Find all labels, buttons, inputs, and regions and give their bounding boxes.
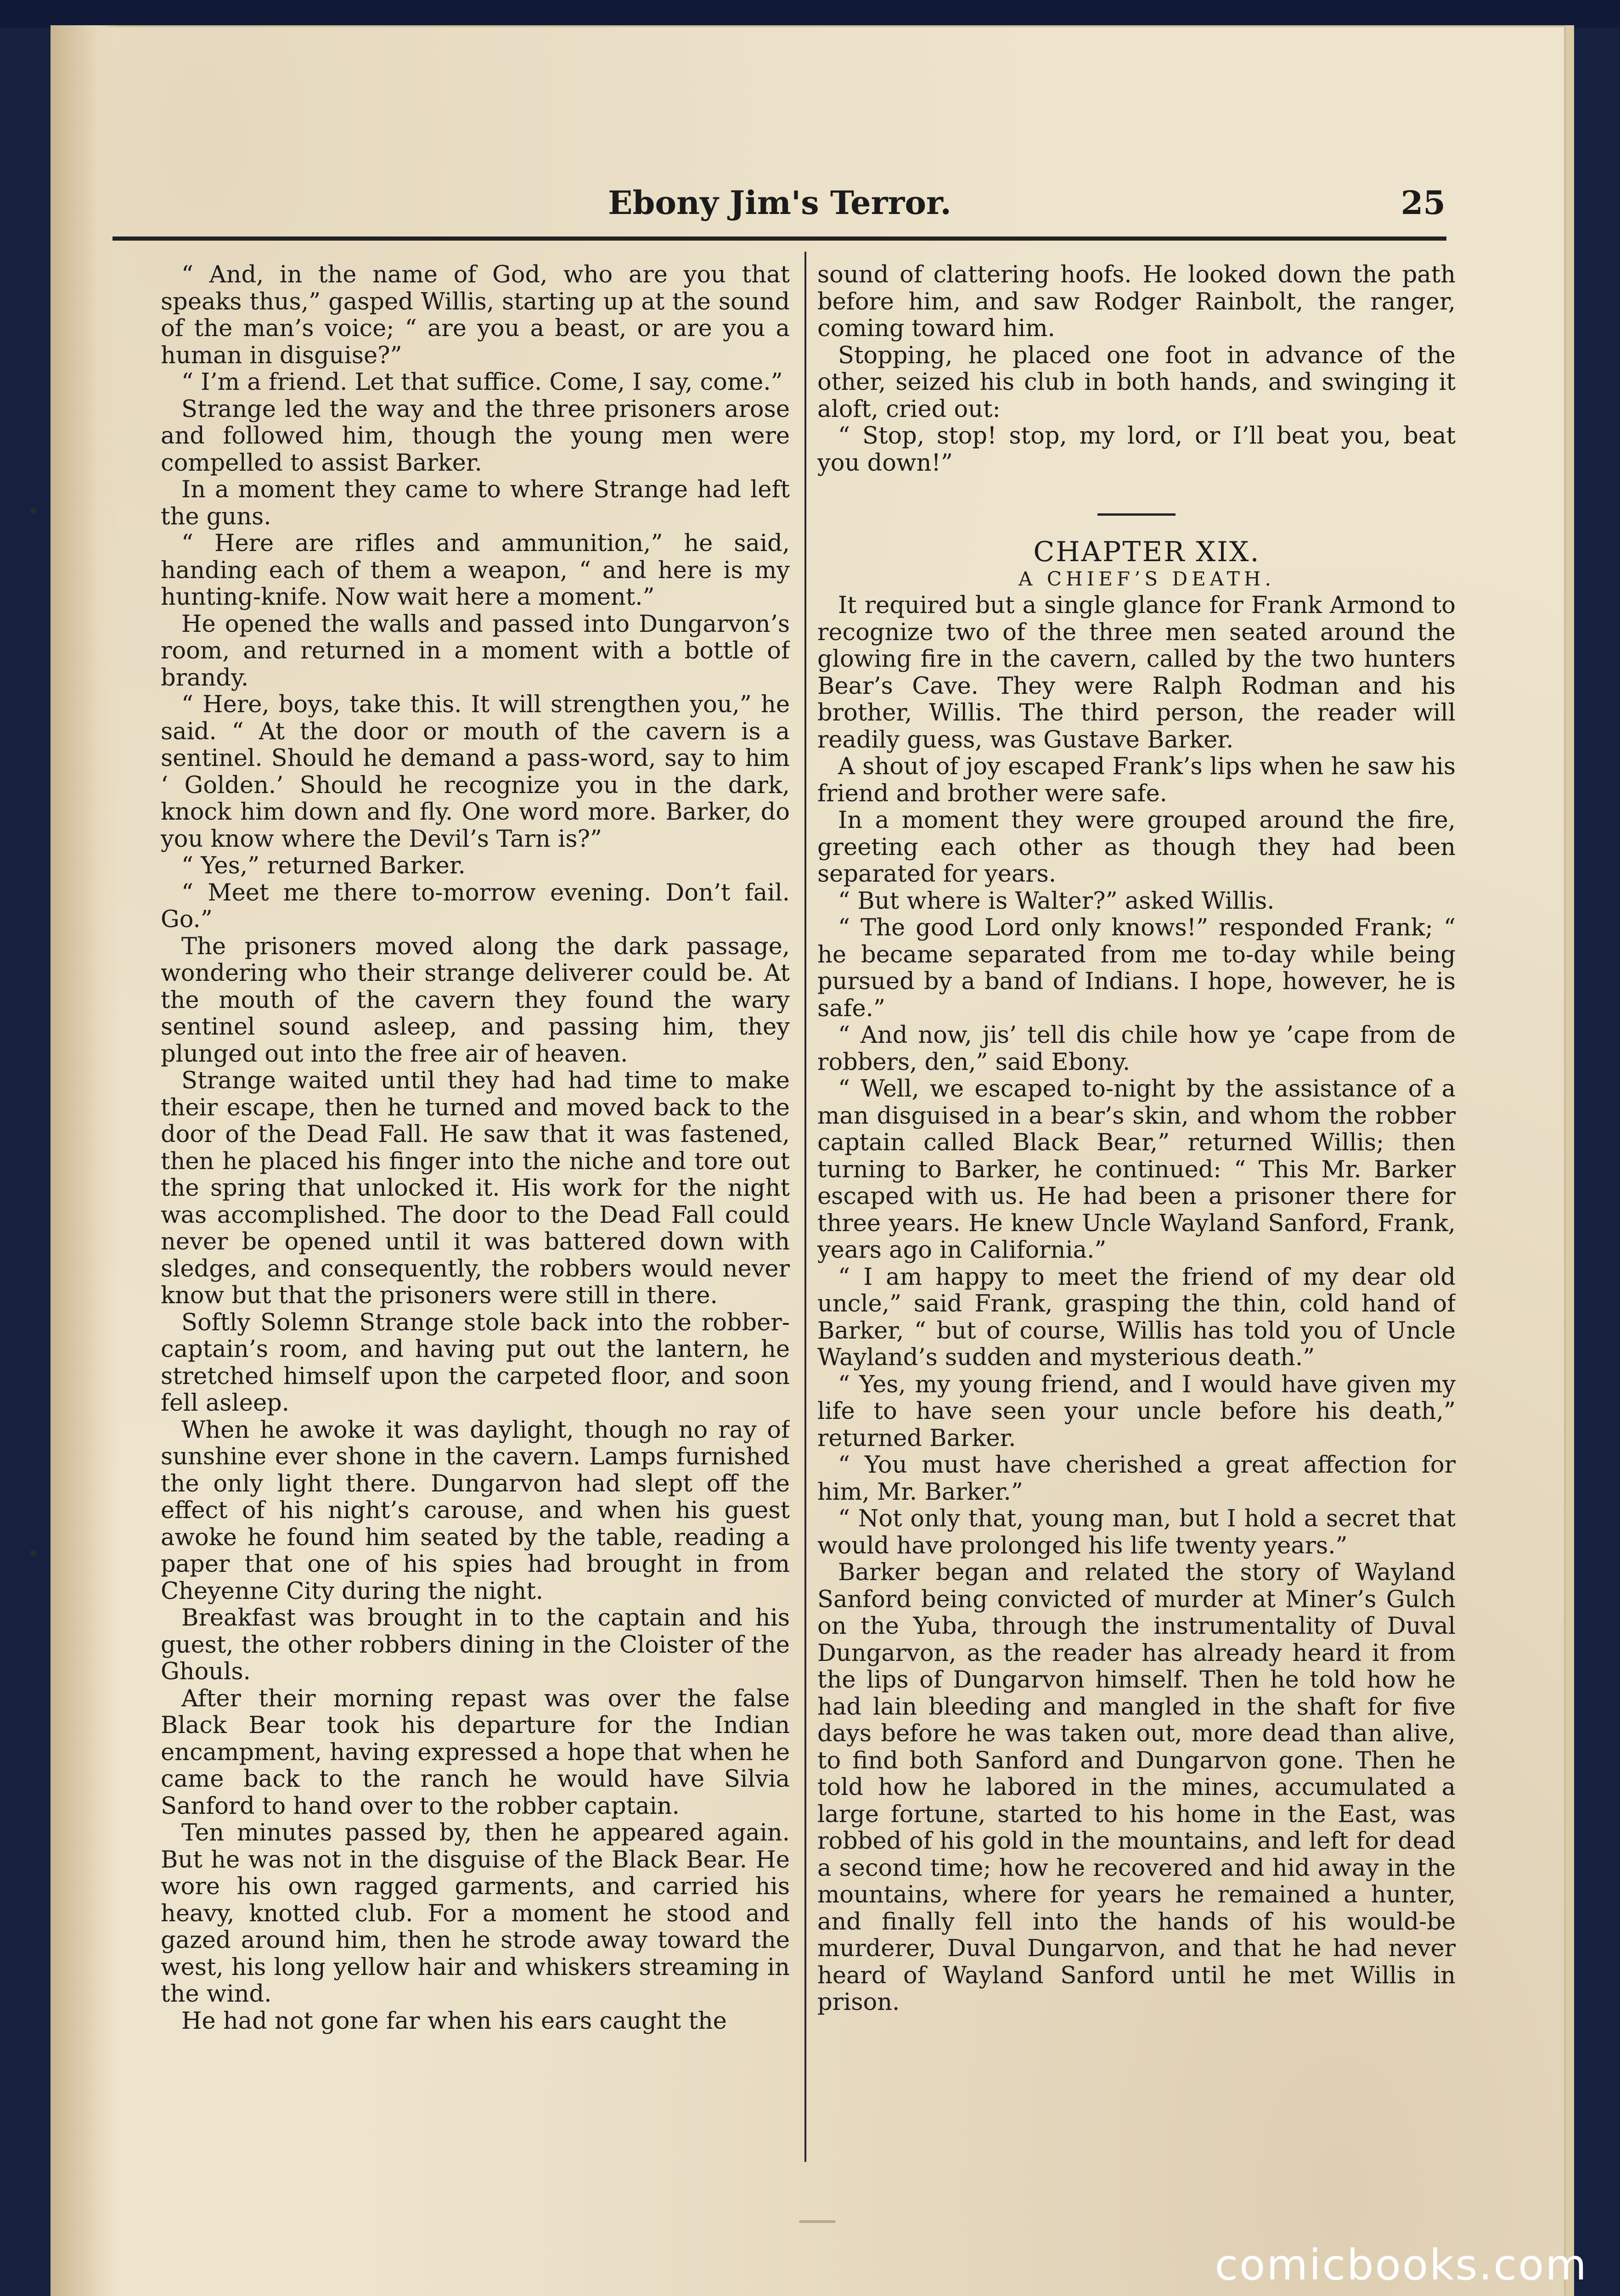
paragraph: Breakfast was brought in to the captain and his guest, the other robbers dining in the Cloister of the Ghouls. <box>161 1604 790 1685</box>
paragraph: Strange waited until they had had time to make their escape, then he turned and moved back to the door of the Dead Fall. He saw that it was fastened, then he placed his finger into the niche and tore out the spring that unlocked it. His work for the night was accomplished. The door to the Dead Fall could never be opened until it was battered down with sledges, and consequently, the robbers would never know but that the prisoners were still in there. <box>161 1067 790 1309</box>
paragraph: “ I am happy to meet the friend of my dear old uncle,” said Frank, grasping the thin, cold hand of Barker, “ but of course, Willis has told you of Uncle Wayland’s sudden and mysterious death.” <box>817 1263 1456 1371</box>
paragraph: The prisoners moved along the dark passage, wondering who their strange deliverer could be. At the mouth of the cavern they found the wary sentinel sound asleep, and passing him, they plunged out into the free air of heaven. <box>161 933 790 1068</box>
paragraph: Stopping, he placed one foot in advance of the other, seized his club in both hands, and swinging it aloft, cried out: <box>817 342 1456 423</box>
paragraph: “ You must have cherished a great affection for him, Mr. Barker.” <box>817 1452 1456 1506</box>
paragraph: “ Yes, my young friend, and I would have given my life to have seen your uncle before his death,” returned Barker. <box>817 1371 1456 1452</box>
scan-frame-top <box>0 0 1620 28</box>
paragraph: sound of clattering hoofs. He looked down the path before him, and saw Rodger Rainbolt, the ranger, coming toward him. <box>817 262 1456 342</box>
paragraph: Softly Solemn Strange stole back into the robber-captain’s room, and having put out the lantern, he stretched himself upon the carpeted floor, and soon fell asleep. <box>161 1309 790 1417</box>
chapter-subtitle: A CHIEF’S DEATH. <box>1018 567 1275 590</box>
bottom-smudge <box>799 2220 836 2223</box>
running-header <box>114 184 1446 230</box>
paragraph: It required but a single glance for Frank Armond to recognize two of the three men seated around the glowing fire in the cavern, called by the two hunters Bear’s Cave. They were Ralph Rodman and his brother, Willis. The third person, the reader will readily guess, was Gustave Barker. <box>817 592 1456 754</box>
paragraph: “ Well, we escaped to-night by the assistance of a man disguised in a bear’s skin, and whom the robber captain called Black Bear,” returned Willis; then turning to Barker, he continued: “ This Mr. Barker escaped with us. He had been a prisoner there for three years. He knew Uncle Wayland Sanford, Frank, years ago in California.” <box>817 1075 1456 1264</box>
paragraph: “ But where is Walter?” asked Willis. <box>838 887 1275 915</box>
paragraph: “ Here are rifles and ammunition,” he said, handing each of them a weapon, “ and here is my hunting-knife. Now wait here a moment.” <box>161 530 790 611</box>
paragraph: “ And, in the name of God, who are you that speaks thus,” gasped Willis, starting up at the sound of the man’s voice; “ are you a beast, or are you a human in disguise?” <box>161 262 790 369</box>
section-rule <box>1097 513 1176 516</box>
paragraph: He had not gone far when his ears caught the <box>181 2007 727 2035</box>
page-number: 25 <box>1401 184 1446 222</box>
binding-stitch-mark <box>30 1550 36 1556</box>
paragraph: A shout of joy escaped Frank’s lips when he saw his friend and brother were safe. <box>817 753 1456 807</box>
paragraph: “ Stop, stop! stop, my lord, or I’ll beat you, beat you down!” <box>817 422 1456 477</box>
page-gutter <box>51 25 119 2296</box>
paragraph: After their morning repast was over the false Black Bear took his departure for the Indian encampment, having expressed a hope that when he came back to the ranch he would have Silvia Sanford to hand over to the robber captain. <box>161 1685 790 1820</box>
paragraph: “ I’m a friend. Let that suffice. Come, I say, come.” <box>181 369 783 396</box>
paragraph: “ Not only that, young man, but I hold a secret that would have prolonged his life twenty years.” <box>817 1505 1456 1559</box>
paragraph: “ Here, boys, take this. It will strengthen you,” he said. “ At the door or mouth of the cavern is a sentinel. Should he demand a pass-word, say to him ‘ Golden.’ Should he recognize you in the dark, knock him down and fly. One word more. Barker, do you know where the Devil’s Tarn is?” <box>161 691 790 853</box>
paragraph: He opened the walls and passed into Dungarvon’s room, and returned in a moment with a bottle of brandy. <box>161 610 790 692</box>
header-rule <box>112 236 1446 241</box>
paragraph: Ten minutes passed by, then he appeared again. But he was not in the disguise of the Black Bear. He wore his own ragged garments, and carried his heavy, knotted club. For a moment he stood and gazed around him, then he strode away toward the west, his long yellow hair and whiskers streaming in the wind. <box>161 1819 790 2008</box>
column-divider <box>804 252 806 2162</box>
left-column <box>161 262 790 2158</box>
paragraph: “ The good Lord only knows!” responded Frank; “ he became separated from me to-day while being pursued by a band of Indians. I hope, however, he is safe.” <box>817 914 1456 1022</box>
paragraph: Strange led the way and the three prisoners arose and followed him, though the young men were compelled to assist Barker. <box>161 395 790 477</box>
binding-stitch-mark <box>30 507 36 514</box>
paragraph: In a moment they came to where Strange had left the guns. <box>161 476 790 530</box>
paragraph: In a moment they were grouped around the fire, greeting each other as though they had been separated for years. <box>817 807 1456 888</box>
right-column <box>817 262 1456 2158</box>
paragraph: “ Yes,” returned Barker. <box>181 852 466 879</box>
paragraph: “ Meet me there to-morrow evening. Don’t fail. Go.” <box>161 879 790 933</box>
paragraph: “ And now, jis’ tell dis chile how ye ’cape from de robbers, den,” said Ebony. <box>817 1022 1456 1076</box>
chapter-heading: CHAPTER XIX. <box>1033 536 1260 568</box>
paragraph: Barker began and related the story of Wayland Sanford being convicted of murder at Miner’s Gulch on the Yuba, through the instrumentality of Duval Dungarvon, as the reader has already heard it from the lips of Dungarvon himself. Then he told how he had lain bleeding and mangled in the shaft for five days before he was taken out, more dead than alive, to find both Sanford and Dungarvon gone. Then he told how he labored in the mines, accumulated a large fortune, started to his home in the East, was robbed of his gold in the mountains, and left for dead a second time; how he recovered and hid away in the mountains, where for years he remained a hunter, and finally fell into the hands of his would-be murderer, Duval Dungarvon, and that he had never heard of Wayland Sanford until he met Willis in prison. <box>817 1559 1456 2016</box>
watermark: comicbooks.com <box>1215 2240 1588 2290</box>
running-title: Ebony Jim's Terror. <box>608 184 951 222</box>
paragraph: When he awoke it was daylight, though no ray of sunshine ever shone in the cavern. Lamps furnished the only light there. Dungarvon had slept off the effect of his night’s carouse, and when his guest awoke he found him seated by the table, reading a paper that one of his spies had brought in from Cheyenne City during the night. <box>161 1416 790 1605</box>
